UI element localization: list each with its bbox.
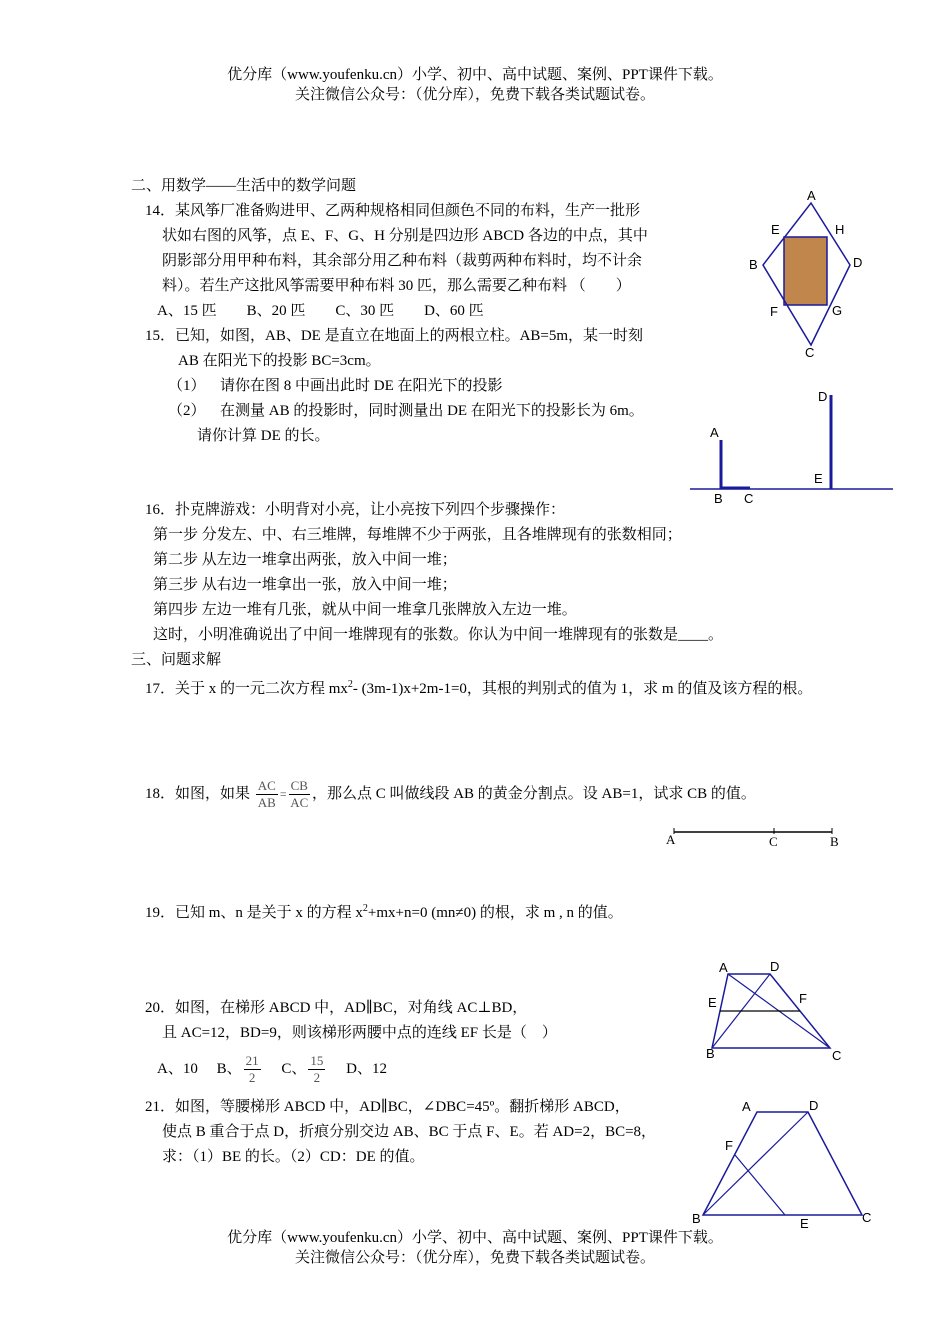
q16-step-4: 第四步 左边一堆有几张，就从中间一堆拿几张牌放入左边一堆。: [153, 602, 577, 618]
q15-label-d: D: [818, 389, 828, 404]
q14-line-4: 料）。若生产这批风筝需要甲种布料 30 匹，那么需要乙种布料 （ ）: [162, 278, 631, 294]
q15-sub2-num: （2）: [168, 403, 206, 419]
q14-line-1: 14．某风筝厂准备购进甲、乙两种规格相同但颜色不同的布料，生产一批形: [145, 203, 641, 219]
q14-label-c: C: [805, 345, 815, 360]
q18-segment-figure: [664, 822, 844, 852]
q20-label-d: D: [770, 959, 780, 974]
q15-shadow-figure: [688, 385, 898, 510]
q21-label-f: F: [725, 1138, 733, 1153]
q20-label-f: F: [799, 991, 807, 1006]
q14-label-f: F: [770, 304, 778, 319]
section-3-title: 三、问题求解: [131, 652, 222, 668]
q21-line-1: 21．如图，等腰梯形 ABCD 中，AD∥BC，∠DBC=45º。翻折梯形 ABCD，: [145, 1099, 630, 1115]
q15-label-e: E: [814, 471, 823, 486]
q16-step-1: 第一步 分发左、中、右三堆牌，每堆牌不少于两张，且各堆牌现有的张数相同；: [153, 527, 682, 543]
q18-label-c: C: [769, 834, 778, 849]
q18-fraction-cb-ac: $\frac{CB}{AC}$: [290, 778, 309, 811]
q20-line-2: 且 AC=12，BD=9，则该梯形两腰中点的连线 EF 长是（ ）: [162, 1025, 557, 1041]
q14-line-3: 阴影部分用甲种布料，其余部分用乙种布料（裁剪两种布料时，均不计余: [162, 253, 643, 269]
q20-label-b: B: [706, 1046, 715, 1061]
q15-sub2: 在测量 AB 的投影时，同时测量出 DE 在阳光下的投影长为 6m。: [220, 403, 644, 419]
header-line-1: 优分库（www.youfenku.cn）小学、初中、高中试题、案例、PPT课件下载。: [227, 67, 723, 83]
section-2-title: 二、用数学——生活中的数学问题: [131, 178, 357, 194]
q14-label-h: H: [835, 222, 845, 237]
q16-step-2: 第二步 从左边一堆拿出两张，放入中间一堆；: [153, 552, 457, 568]
q21-label-a: A: [742, 1099, 751, 1114]
q16-step-3: 第三步 从右边一堆拿出一张，放入中间一堆；: [153, 577, 457, 593]
q21-trapezoid: [703, 1112, 862, 1215]
q14-options: A、15 匹 B、20 匹 C、30 匹 D、60 匹: [157, 303, 484, 319]
q17-text: 17．关于 x 的一元二次方程 $mx^2-$ (3m-1)x+2m-1=0，其根的判别式的值为 1，求 m 的值及该方程的根。: [145, 679, 813, 697]
q14-kite-figure: [740, 185, 870, 365]
q21-label-b: B: [692, 1211, 701, 1226]
q21-diagonal-bd: [703, 1112, 808, 1215]
q18-label-b: B: [830, 834, 839, 849]
q14-shaded-rectangle: [784, 237, 827, 305]
q21-line-2: 使点 B 重合于点 D，折痕分别交边 AB、BC 于点 F、E。若 AD=2，BC=8，: [162, 1124, 657, 1140]
q15-line-1: 15．已知，如图，AB、DE 是直立在地面上的两根立柱。AB=5m，某一时刻: [145, 328, 644, 344]
q14-label-g: G: [832, 303, 843, 318]
q21-line-3: 求：（1）BE 的长。（2）CD：DE 的值。: [162, 1149, 425, 1165]
q15-label-b: B: [714, 491, 723, 506]
q16-last: 这时，小明准确说出了中间一堆牌现有的张数。你认为中间一堆牌现有的张数是____。: [153, 627, 724, 643]
q15-sub1: 请你在图 8 中画出此时 DE 在阳光下的投影: [220, 378, 503, 394]
q21-label-e: E: [800, 1216, 809, 1231]
q15-sub1-num: （1）: [168, 378, 206, 394]
q14-line-2: 状如右图的风筝，点 E、F、G、H 分别是四边形 ABCD 各边的中点，其中: [162, 228, 648, 244]
q20-trapezoid-figure: [700, 958, 850, 1068]
q14-label-a: A: [807, 188, 816, 203]
header-line-2: 关注微信公众号：（优分库），免费下载各类试题试卷。: [294, 87, 655, 103]
q14-label-d: D: [853, 255, 863, 270]
q21-fold-fe: [735, 1155, 785, 1215]
footer-line-2: 关注微信公众号：（优分库），免费下载各类试题试卷。: [294, 1250, 655, 1266]
q15-sub2b: 请你计算 DE 的长。: [197, 428, 330, 444]
q20-fraction-21-2: $\frac{21}{2}$: [245, 1053, 259, 1086]
q20-line-1: 20．如图，在梯形 ABCD 中，AD∥BC，对角线 AC⊥BD，: [145, 1000, 528, 1016]
q20-label-c: C: [832, 1048, 842, 1063]
q18-label-a: A: [666, 832, 676, 847]
q21-label-c: C: [862, 1210, 872, 1225]
q20-label-e: E: [708, 995, 717, 1010]
footer-line-1: 优分库（www.youfenku.cn）小学、初中、高中试题、案例、PPT课件下载。: [227, 1230, 723, 1246]
q14-label-e: E: [771, 222, 780, 237]
q14-label-b: B: [749, 257, 758, 272]
q15-line-2: AB 在阳光下的投影 BC=3cm。: [178, 353, 381, 369]
q15-label-a: A: [710, 425, 719, 440]
q16-line-1: 16．扑克牌游戏：小明背对小亮，让小亮按下列四个步骤操作：: [145, 502, 566, 518]
q19-text: 19．已知 m、n 是关于 x 的方程 $x^2+mx+n=0$ (mn≠0) 的根，求 m , n 的值。: [145, 903, 623, 921]
q18-text: 18．如图，如果 $\frac{AC}{AB}$ = $\frac{CB}{AC}$ ，那么点 C 叫做线段 AB 的黄金分割点。设 AB=1，试求 CB 的值。: [145, 778, 756, 811]
q21-label-d: D: [809, 1098, 819, 1113]
q18-fraction-ac-ab: $\frac{AC}{AB}$: [257, 778, 276, 811]
q20-label-a: A: [719, 960, 728, 975]
q20-options: A、10 B、 $\frac{21}{2}$ C、 $\frac{15}{2}$ D、12: [157, 1053, 387, 1086]
q15-label-c: C: [744, 491, 754, 506]
q21-trapezoid-figure: [690, 1095, 880, 1235]
q20-fraction-15-2: $\frac{15}{2}$: [310, 1053, 324, 1086]
